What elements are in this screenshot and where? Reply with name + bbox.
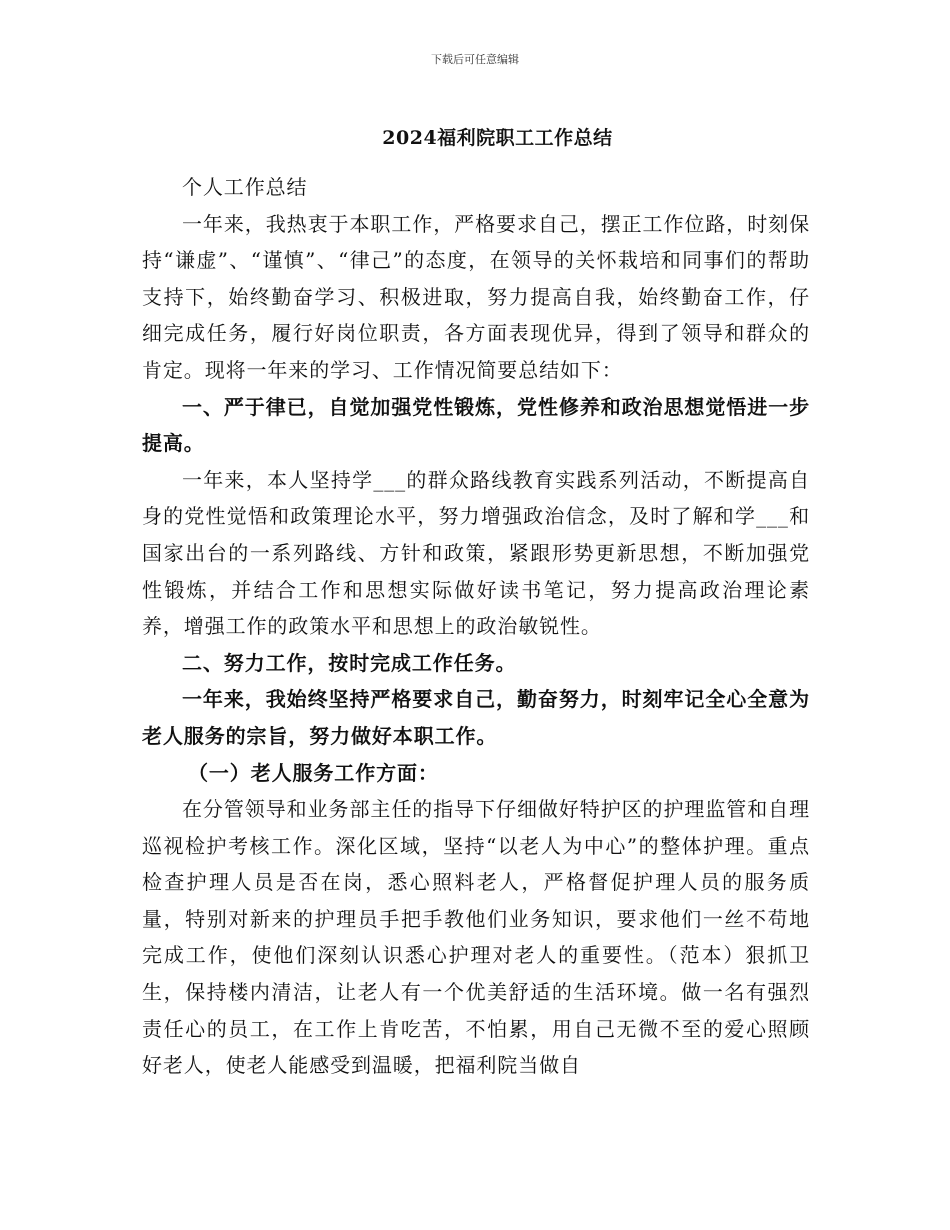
paragraph-section-2-lead: 一年来，我始终坚持严格要求自己，勤奋努力，时刻牢记全心全意为老人服务的宗旨，努力做好本职工作。 [142,687,810,748]
document-body [142,169,810,1084]
section-heading-2: 二、努力工作，按时完成工作任务。 [182,650,517,675]
paragraph-subsection-1: 在分管领导和业务部主任的指导下仔细做好特护区的护理监管和自理巡视检护考核工作。深化区域，坚持“以老人为中心”的整体护理。重点检查护理人员是否在岗，悉心照料老人，严格督促护理人员的服务质量，特别对新来的护理员手把手教他们业务知识，要求他们一丝不苟地完成工作，使他们深刻认识悉心护理对老人的重要性。（范本）狠抓卫生，保持楼内清洁，让老人有一个优美舒适的生活环境。做一名有强烈责任心的员工，在工作上肯吃苦，不怕累，用自己无微不至的爱心照顾好老人，使老人能感受到温暖，把福利院当做自 [142,797,810,1078]
paragraph-subtitle: 个人工作总结 [182,175,308,199]
document-title: 2024福利院职工工作总结 [382,127,613,149]
paragraph-intro: 一年来，我热衷于本职工作，严格要求自己，摆正工作位路，时刻保持“谦虚”、“谨慎”、“律己”的态度，在领导的关怀栽培和同事们的帮助支持下，始终勤奋学习、积极进取，努力提高自我，始终勤奋工作，仔细完成任务，履行好岗位职责，各方面表现优异，得到了领导和群众的肯定。现将一年来的学习、工作情况简要总结如下： [142,211,810,382]
paragraph-section-1: 一年来，本人坚持学___的群众路线教育实践系列活动，不断提高自身的党性觉悟和政策理论水平，努力增强政治信念，及时了解和学___和国家出台的一系列路线、方针和政策，紧跟形势更新思想，不断加强党性锻炼，并结合工作和思想实际做好读书笔记，努力提高政治理论素养，增强工作的政策水平和思想上的政治敏锐性。 [142,467,810,639]
subsection-heading-1: （一）老人服务工作方面： [188,760,439,785]
page-header-note: 下载后可任意编辑 [431,53,519,66]
section-heading-1: 一、严于律已，自觉加强党性锻炼，党性修养和政治思想觉悟进一步提高。 [142,394,810,456]
